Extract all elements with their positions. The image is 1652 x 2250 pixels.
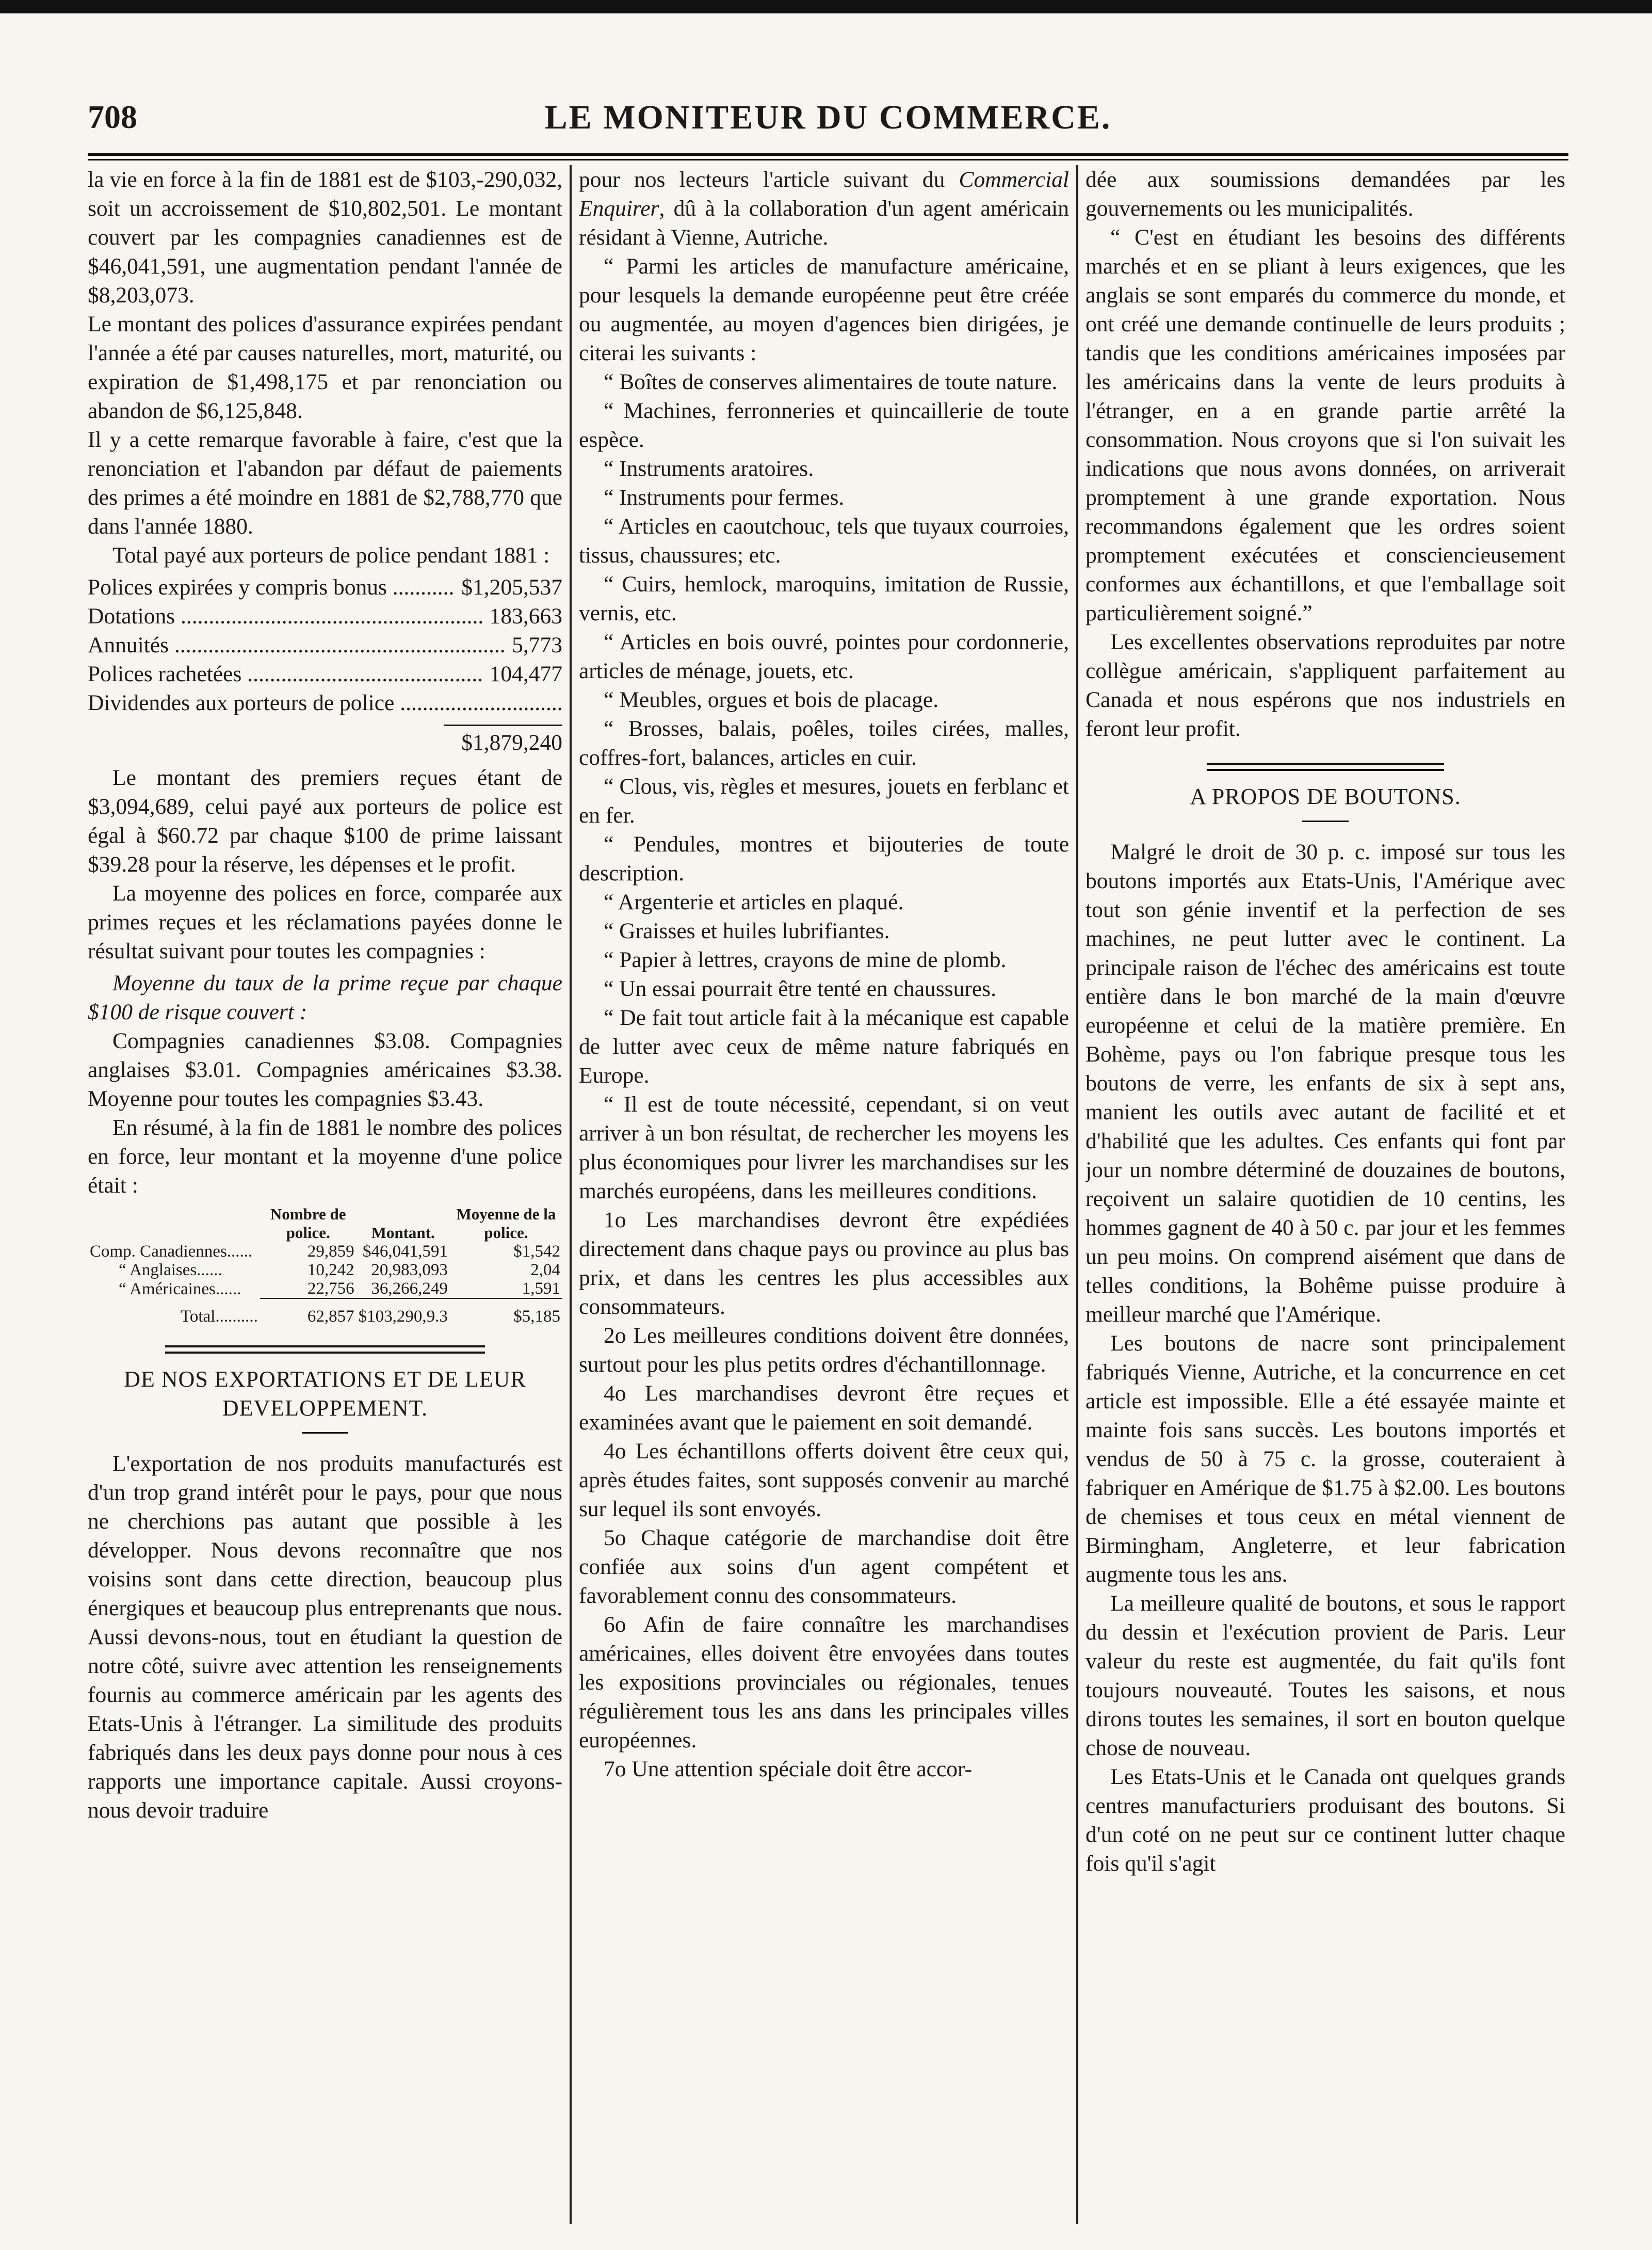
paragraph: “ Parmi les articles de manufacture américaine, pour lesquels la demande européenne peut être créée ou augmentée, au moyen d'agences bien dirigées, je citerai les suivants : <box>579 254 1069 365</box>
paragraph: “ Un essai pourrait être tenté en chaussures. <box>604 976 996 1001</box>
paragraph: “ Pendules, montres et bijouteries de toute description. <box>579 832 1069 886</box>
column-divider <box>570 165 572 2224</box>
table-total-row <box>88 1298 562 1326</box>
cell: $46,041,591 <box>362 1242 448 1261</box>
paragraph: “ Argenterie et articles en plaqué. <box>604 890 904 914</box>
paragraph: “ Brosses, balais, poêles, toiles cirées, malles, coffres-fort, balances, articles en cuir. <box>579 716 1069 770</box>
page-header <box>88 93 1568 155</box>
text-span: , dû à la collaboration d'un agent américain résidant à Vienne, Autriche. <box>579 196 1069 250</box>
header-rule-thin <box>88 159 1568 160</box>
heading-rule <box>1302 821 1349 822</box>
payment-label: Annuités ..... <box>88 631 506 660</box>
section-heading: DE NOS EXPORTATIONS ET DE LEUR DEVELOPPEMENT. <box>124 1367 526 1421</box>
row-label: Total.......... <box>181 1307 258 1326</box>
column-1 <box>88 165 562 2224</box>
cell: 29,859 <box>307 1242 354 1261</box>
table-row <box>88 1279 562 1298</box>
cell: 10,242 <box>307 1261 354 1279</box>
paragraph: 7o Une attention spéciale doit être accor- <box>604 1757 973 1781</box>
table-row <box>88 1261 562 1279</box>
table-row <box>88 1242 562 1261</box>
paragraph: “ Papier à lettres, crayons de mine de plomb. <box>604 947 1007 972</box>
paragraph: 5o Chaque catégorie de marchandise doit être confiée aux soins d'un agent compétent et favorablement connu des consommateurs. <box>579 1525 1069 1608</box>
payment-row <box>88 660 562 688</box>
policy-stats-table <box>88 1205 562 1326</box>
heading-rule <box>302 1432 348 1434</box>
page-top-edge <box>0 0 1652 13</box>
payments-list <box>88 573 562 757</box>
masthead-title: LE MONITEUR DU COMMERCE. <box>544 99 1112 136</box>
paragraph: “ Machines, ferronneries et quincaillerie de toute espèce. <box>579 398 1069 452</box>
cell: $5,185 <box>513 1307 560 1326</box>
page-number: 708 <box>88 99 137 135</box>
paragraph: “ De fait tout article fait à la mécanique est capable de lutter avec ceux de même nature fabriqués en Europe. <box>579 1005 1069 1088</box>
payment-label: Polices expirées y compris bonus ..... <box>88 573 455 602</box>
paragraph: La meilleure qualité de boutons, et sous le rapport du dessin et l'exécution provient de Paris. Leur valeur du reste est augmentée, du fait qu'ils font toujours nouveauté. Toutes les saisons, et nous dirons toutes les semaines, il sort en bouton quelque chose de nouveau. <box>1086 1591 1565 1760</box>
paragraph: “ Clous, vis, règles et mesures, jouets en ferblanc et en fer. <box>579 774 1069 828</box>
paragraph: 4o Les échantillons offerts doivent être ceux qui, après études faites, sont supposés convenir au marché sur lequel ils sont envoyés. <box>579 1439 1069 1521</box>
publication-name: Commercial Enquirer <box>579 167 1069 221</box>
paragraph: 1o Les marchandises devront être expédiées directement dans chaque pays ou province au plus bas prix, et dans les centres les plus accessibles aux consommateurs. <box>579 1208 1069 1319</box>
table-header-row <box>88 1205 562 1242</box>
payment-row <box>88 688 562 717</box>
paragraph: L'exportation de nos produits manufacturés est d'un trop grand intérêt pour le pays, pour que nous ne cherchions pas autant que possible à les développer. Nous devons reconnaître que nos voisins sont dans cette direction, beaucoup plus énergiques et beaucoup plus entreprenants que nous. Aussi devons-nous, tout en étudiant la question de notre côté, suivre avec attention les renseignements fournis au commerce américain par les agents des Etats-Unis à l'étranger. La similitude des produits fabriqués dans les deux pays donne pour nous à ces rapports une importance capitale. Aussi croyons-nous devoir traduire <box>88 1451 562 1823</box>
header-rule <box>88 153 1568 156</box>
payment-value: 104,477 <box>489 662 562 686</box>
payment-label: Dotations ..... <box>88 602 483 631</box>
payment-row <box>88 602 562 631</box>
paragraph: En résumé, à la fin de 1881 le nombre des polices en force, leur montant et la moyenne d'une police était : <box>88 1115 562 1198</box>
paragraph: Total payé aux porteurs de police pendant 1881 : <box>112 543 550 568</box>
paragraph: la vie en force à la fin de 1881 est de $103,-290,032, soit un accroissement de $10,802,501. Le montant couvert par les compagnies canadiennes est de $46,041,591, une augmentation pendant l'année de $8,203,073. <box>88 167 562 308</box>
paragraph: 2o Les meilleures conditions doivent être données, surtout pour les plus petits ordres d'échantillonnage. <box>579 1323 1069 1377</box>
paragraph: 6o Afin de faire connaître les marchandises américaines, elles doivent être envoyées dans toutes les expositions provinciales ou régionales, tenues régulièrement tous les ans dans les principales villes européennes. <box>579 1612 1069 1753</box>
paragraph: Le montant des polices d'assurance expirées pendant l'année a été par causes naturelles, mort, maturité, ou expiration de $1,498,175 et par renonciation ou abandon de $6,125,848. <box>88 312 562 423</box>
cell: 20,983,093 <box>371 1261 448 1279</box>
payment-value: 183,663 <box>489 604 562 629</box>
paragraph: “ Boîtes de conserves alimentaires de toute nature. <box>604 369 1058 394</box>
payment-row <box>88 573 562 602</box>
italic-paragraph: Moyenne du taux de la prime reçue par chaque $100 de risque couvert : <box>88 971 562 1024</box>
paragraph: Il y a cette remarque favorable à faire, c'est que la renonciation et l'abandon par défaut de paiements des primes a été moindre en 1881 de $2,788,770 que dans l'année 1880. <box>88 427 562 539</box>
row-label: “ Américaines...... <box>119 1279 241 1298</box>
payment-label: Dividendes aux porteurs de police ..... <box>88 688 562 717</box>
section-double-rule <box>165 1345 485 1354</box>
column-header: Nombre de police. <box>270 1205 346 1242</box>
row-label: “ Anglaises...... <box>119 1261 222 1279</box>
paragraph: “ Articles en caoutchouc, tels que tuyaux courroies, tissus, chaussures; etc. <box>579 514 1069 568</box>
paragraph: Le montant des premiers reçues étant de $3,094,689, celui payé aux porteurs de police est égal à $60.72 par chaque $100 de prime laissant $39.28 pour la réserve, les dépenses et le profit. <box>88 765 562 877</box>
paragraph: dée aux soumissions demandées par les gouvernements ou les municipalités. <box>1086 167 1565 221</box>
paragraph: 4o Les marchandises devront être reçues et examinées avant que le paiement en soit demandé. <box>579 1381 1069 1435</box>
payment-value: $1,205,537 <box>461 575 562 600</box>
paragraph: “ Instruments pour fermes. <box>604 485 845 510</box>
cell: 2,04 <box>530 1261 560 1279</box>
paragraph: Compagnies canadiennes $3.08. Compagnies anglaises $3.01. Compagnies américaines $3.38. Moyenne pour toutes les compagnies $3.43. <box>88 1028 562 1111</box>
table-corner <box>88 1205 260 1242</box>
cell: 22,756 <box>260 1279 357 1298</box>
column-header: Moyenne de la police. <box>456 1205 556 1242</box>
text-span: pour nos lecteurs l'article suivant du <box>579 167 959 192</box>
paragraph: “ Instruments aratoires. <box>604 456 814 481</box>
column-3 <box>1086 165 1565 2224</box>
cell: 62,857 <box>307 1307 354 1326</box>
cell: $103,290,9.3 <box>358 1307 448 1326</box>
paragraph: La moyenne des polices en force, comparée aux primes reçues et les réclamations payées donne le résultat suivant pour toutes les compagnies : <box>88 881 562 963</box>
paragraph: Malgré le droit de 30 p. c. imposé sur tous les boutons importés aux Etats-Unis, l'Amérique avec tout son génie inventif et la perfection de ses machines, ne peut lutter avec le continent. La principale raison de l'échec des américains est toute entière dans le bon marché de la main d'œuvre européenne et celui de la matière première. En Bohème, pays ou l'on fabrique presque tous les boutons de verre, les enfants de six à sept ans, manient les outils avec autant de facilité et et d'habilité que les adultes. Ces enfants qui font par jour un nombre déterminé de douzaines de boutons, reçoivent un salaire quotidien de 10 centins, les hommes gagnent de 40 à 50 c. par jour et les femmes un peu moins. On comprend aisément que dans de telles conditions, la Bohême puisse produire à meilleur marché que l'Amérique. <box>1086 840 1565 1327</box>
section-heading: A PROPOS DE BOUTONS. <box>1190 784 1461 809</box>
payment-value: 5,773 <box>512 633 562 657</box>
paragraph: Les Etats-Unis et le Canada ont quelques grands centres manufacturiers produisant des boutons. Si d'un coté on ne peut sur ce continent lutter chaque fois qu'il s'agit <box>1086 1764 1565 1876</box>
paragraph: “ Graisses et huiles lubrifiantes. <box>604 919 890 943</box>
row-label: Comp. Canadiennes...... <box>90 1242 253 1261</box>
column-divider <box>1076 165 1078 2224</box>
paragraph: “ Il est de toute nécessité, cependant, si on veut arriver à un bon résultat, de rechercher les moyens les plus économiques pour livrer les marchandises sur les marchés européens, dans les meilleures conditions. <box>579 1092 1069 1203</box>
paragraph: “ Articles en bois ouvré, pointes pour cordonnerie, articles de ménage, jouets, etc. <box>579 630 1069 683</box>
paragraph: “ Meubles, orgues et bois de placage. <box>604 687 939 712</box>
paragraph: “ Cuirs, hemlock, maroquins, imitation de Russie, vernis, etc. <box>579 572 1069 625</box>
cell: 36,266,249 <box>357 1279 450 1298</box>
paragraph <box>579 165 1069 252</box>
payment-label: Polices rachetées ..... <box>88 660 483 688</box>
paragraph: “ C'est en étudiant les besoins des différents marchés et en se pliant à leurs exigences, que les anglais se sont emparés du commerce du monde, et ont créé une demande continuelle de leurs produits ; tandis que les conditions américaines imposées par les américains dans la vente de leurs produits à l'étranger, en a en grande partie arrêté la consommation. Nous croyons que si l'on suivait les indications que nous avons données, on arriverait promptement à une grande exportation. Nous recommandons également que les ordres soient promptement exécutées et consciencieusement conformes aux échantillons, et que l'emballage soit particulièrement soigné.” <box>1086 225 1565 625</box>
paragraph: Les boutons de nacre sont principalement fabriqués Vienne, Autriche, et la concurrence en cet article est impossible. Elle a été essayée mainte et mainte fois sans succès. Les boutons importés et vendus de 50 à 75 c. la grosse, couteraient à fabriquer en Amérique de $1.75 à $2.00. Les boutons de chemises et tous ceux en métal viennent de Birmingham, Angleterre, et leur fabrication augmente tous les ans. <box>1086 1331 1565 1587</box>
cell: 1,591 <box>450 1279 562 1298</box>
payments-total: $1,879,240 <box>444 725 562 757</box>
column-2 <box>579 165 1069 2224</box>
paragraph: Les excellentes observations reproduites par notre collègue américain, s'appliquent parfaitement au Canada et nous espérons que nos industriels en feront leur profit. <box>1086 630 1565 741</box>
column-header: Montant. <box>371 1224 435 1242</box>
cell: $1,542 <box>513 1242 560 1261</box>
payment-row <box>88 631 562 660</box>
section-double-rule <box>1207 763 1444 771</box>
